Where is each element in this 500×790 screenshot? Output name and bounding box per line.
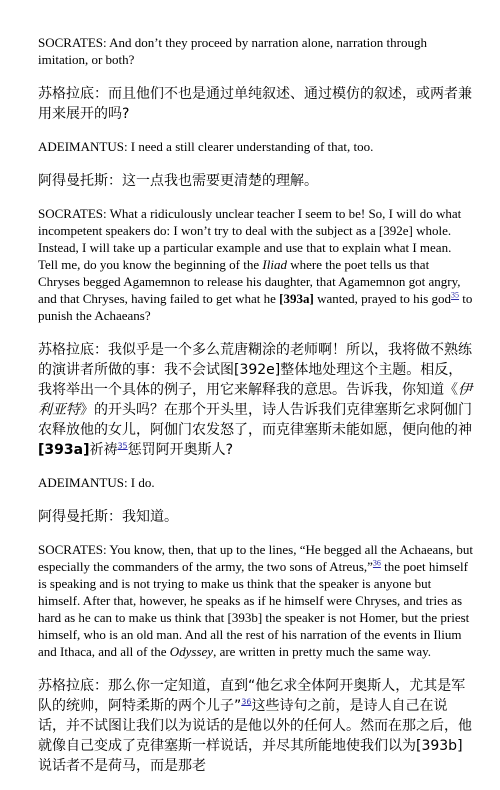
text-run: to punish the Achaeans? [38,291,473,323]
text-run: 这些诗句之前，是诗人自己在说话，并不试图让我们以为说话的是他以外的任何人。然而在那之后，他就像自己变成了克律塞斯一样说话，并尽其所能地使我们以为[393b]说话者不是荷马，而是那老 [38,698,472,774]
chinese-paragraph [38,84,474,124]
english-paragraph [38,138,474,155]
text-run: 苏格拉底：那么你一定知道，直到“他乞求全体阿开奥斯人，尤其是军队的统帅，阿特柔斯的两个儿子” [38,678,466,714]
text-run: 阿得曼托斯：这一点我也需要更清楚的理解。 [38,173,318,189]
stephanus-marker: [393a] [38,442,90,458]
english-paragraph [38,474,474,491]
italic-title: 伊利亚特 [38,382,472,418]
text-run: SOCRATES: You know, then, that up to the lines, “He begged all the Achaeans, but especially the commanders of the army, the two sons of Atreus,” [38,542,473,574]
text-run: 惩罚阿开奥斯人? [127,442,234,458]
text-run: 祈祷 [89,442,118,458]
text-run: 阿得曼托斯：我知道。 [38,509,178,525]
text-run: 》的开头吗？在那个开头里，诗人告诉我们克律塞斯乞求阿伽门农释放他的女儿，阿伽门农发怒了，而克律塞斯未能如愿，便向他的神 [38,402,472,438]
text-run: , are written in pretty much the same way. [213,644,431,659]
document-body [38,34,474,790]
text-run: SOCRATES: And don’t they proceed by narration alone, narration through imitation, or both? [38,35,427,67]
text-run: SOCRATES: What a ridiculously unclear teacher I seem to be! So, I will do what incompetent speakers do: I won’t try to deal with the subject as a [392e] whole. Instead, I will take up a particular example and use that to explain what I mean. Tell me, do you know the beginning of the [38,206,462,272]
english-paragraph [38,205,474,324]
text-run: ADEIMANTUS: I do. [38,475,155,490]
english-paragraph [38,34,474,68]
italic-title: Iliad [262,257,287,272]
text-run: the poet himself is speaking and is not trying to make us think that the speaker is anyone but himself. After that, however, he speaks as if he himself were Chryses, and tries as hard as he can to make us think that [393b] the speaker is not Homer, but the priest himself, who is an old man. And all the rest of his narration of the events in Ilium and Ithaca, and all of the [38,559,470,659]
chinese-paragraph [38,507,474,527]
chinese-paragraph [38,340,474,460]
chinese-paragraph [38,676,474,776]
chinese-paragraph [38,171,474,191]
text-run: wanted, prayed to his god [313,291,452,306]
footnote-link[interactable]: 35 [117,441,128,451]
italic-title: Odyssey [169,644,214,659]
text-run: 苏格拉底：而且他们不也是通过单纯叙述、通过模仿的叙述，或两者兼用来展开的吗? [38,86,472,122]
footnote-link[interactable]: 36 [241,697,252,707]
english-paragraph [38,541,474,660]
footnote-link[interactable]: 36 [372,558,381,568]
footnote-link[interactable]: 35 [451,290,460,300]
text-run: where the poet tells us that Chryses begged Agamemnon to release his daughter, that Agamemnon got angry, and that Chryses, having failed to get what he [38,257,461,306]
text-run: ADEIMANTUS: I need a still clearer understanding of that, too. [38,139,374,154]
stephanus-marker: [393a] [279,291,314,306]
text-run: 苏格拉底：我似乎是一个多么荒唐糊涂的老师啊！所以，我将做不熟练的演讲者所做的事：我不会试图[392e]整体地处理这个主题。相反，我将举出一个具体的例子，用它来解释我的意思。告诉我，你知道《 [38,342,472,398]
